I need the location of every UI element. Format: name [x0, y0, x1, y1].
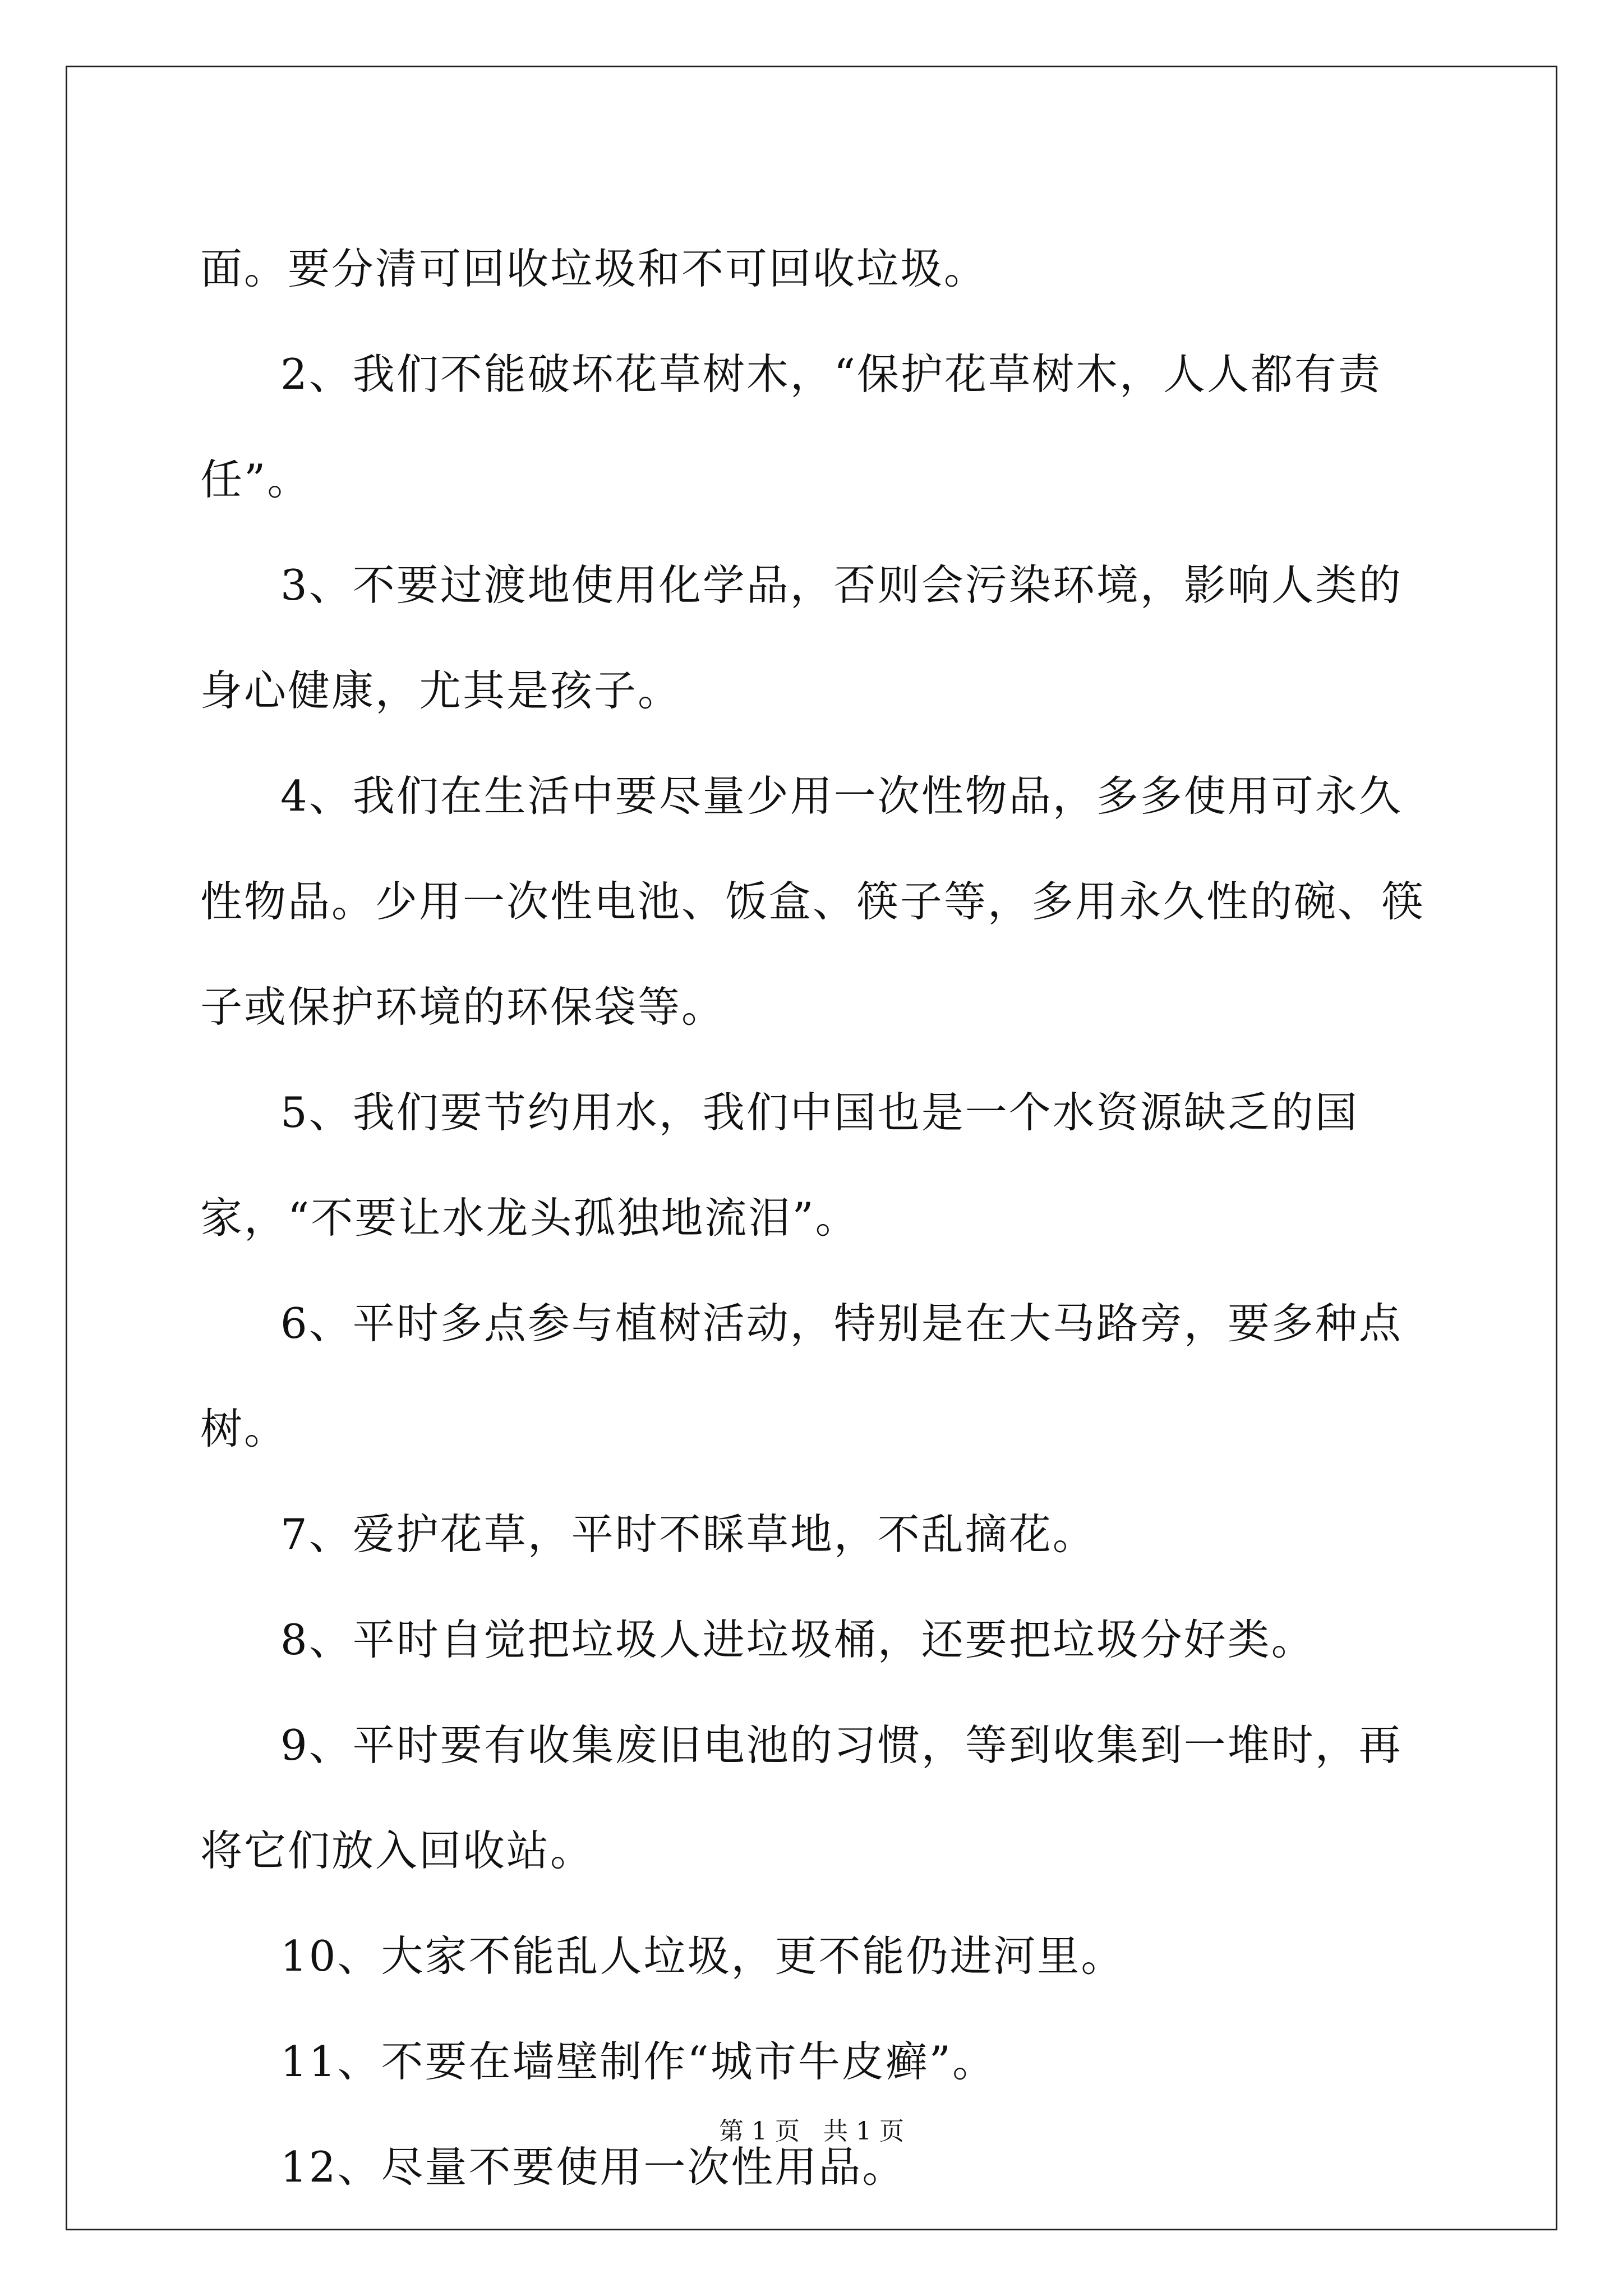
- document-body: [200, 216, 1428, 2220]
- paragraph-1: 面。要分清可回收垃圾和不可回收垃圾。: [200, 244, 988, 293]
- paragraph-11: 11、不要在墙壁制作“城市牛皮癣”。: [280, 2037, 997, 2086]
- paragraph-8: 8、平时自觉把垃圾人进垃圾桶，还要把垃圾分好类。: [280, 1615, 1315, 1664]
- paragraph-6: 6、平时多点参与植树活动，特别是在大马路旁，要多种点树。: [200, 1299, 1403, 1453]
- paragraph-12: 12、尽量不要使用一次性用品。: [280, 2142, 906, 2192]
- paragraph-2: 2、我们不能破坏花草树木，“保护花草树木，人人都有责任”。: [200, 349, 1382, 504]
- paragraph-7: 7、爱护花草，平时不睬草地，不乱摘花。: [280, 1510, 1096, 1559]
- paragraph-5: 5、我们要节约用水，我们中国也是一个水资源缺乏的国家，“不要让水龙头孤独地流泪”。: [200, 1088, 1359, 1243]
- paragraph-3: 3、不要过渡地使用化学品，否则会污染环境，影响人类的身心健康，尤其是孩子。: [200, 560, 1403, 715]
- paragraph-10: 10、大家不能乱人垃圾，更不能仍进河里。: [280, 1931, 1125, 1981]
- page-number-footer: 第 1 页 共 1 页: [719, 2117, 904, 2146]
- paragraph-4: 4、我们在生活中要尽量少用一次性物品，多多使用可永久性物品。少用一次性电池、饭盒、筷子等，多用永久性的碗、筷子或保护环境的环保袋等。: [200, 771, 1426, 1032]
- paragraph-9: 9、平时要有收集废旧电池的习惯，等到收集到一堆时，再将它们放入回收站。: [200, 1720, 1403, 1875]
